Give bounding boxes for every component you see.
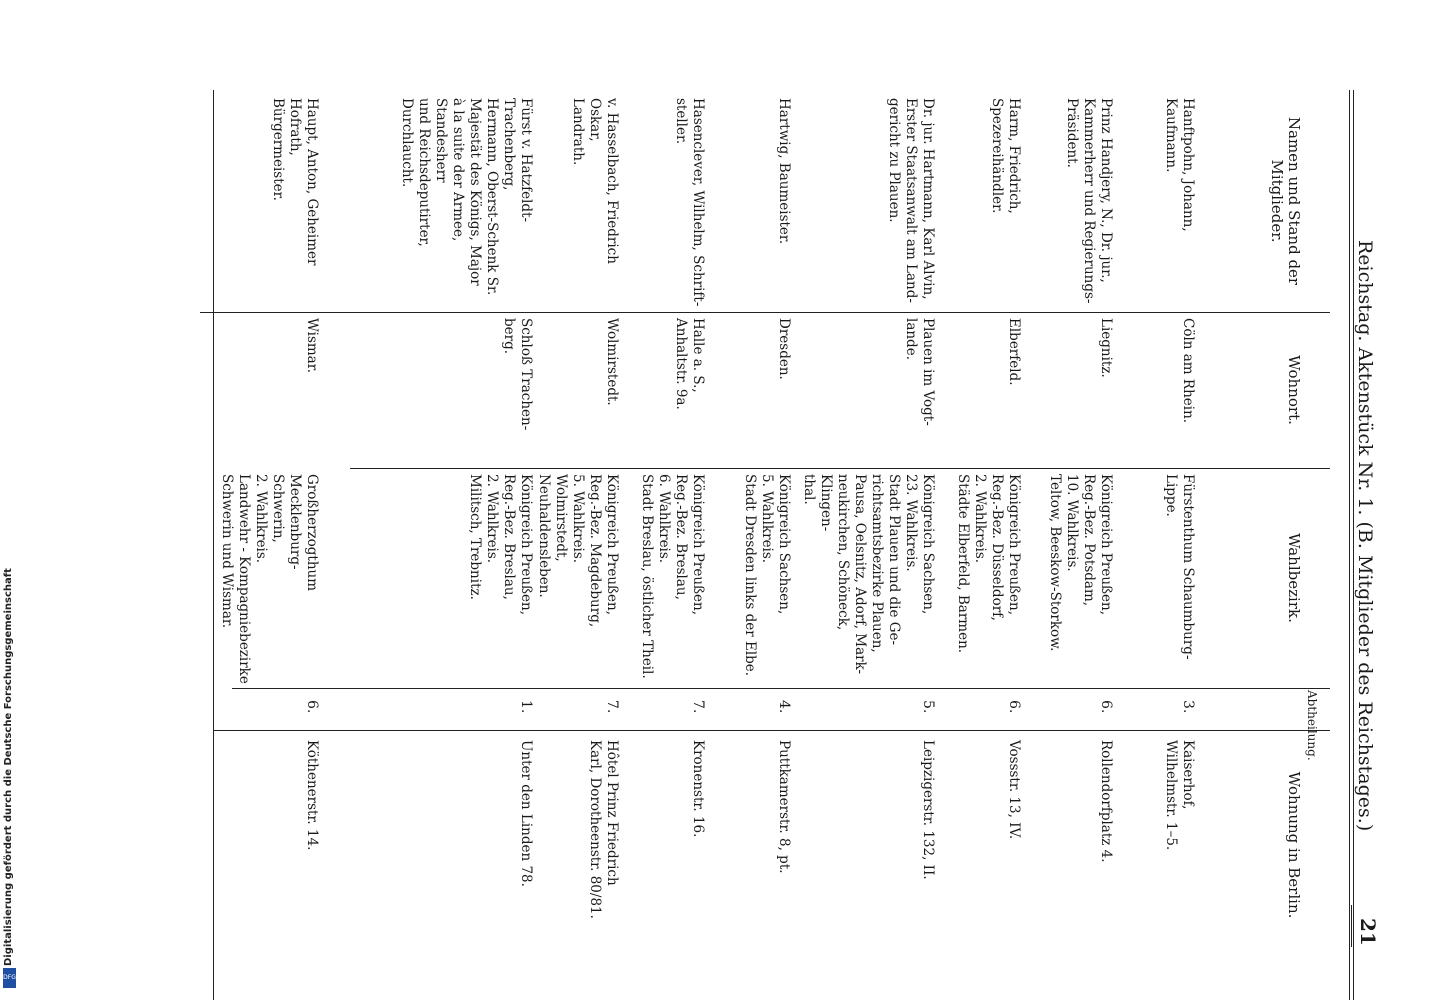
row-name: Hasenclever, Wilhelm, Schrift- steller. xyxy=(673,98,706,307)
row-name: Fürst v. Hatzfeldt-Trachenberg, Hermann, Oberst-Schenk Sr. Majestät des Königs, Major à la suite der Armee, Standesherr und Reichsdeputirter, Durchlaucht. xyxy=(399,98,534,296)
row-berlin: Rollendorfplatz 4. xyxy=(1098,740,1114,863)
row-division: 4. xyxy=(776,700,792,714)
row-name: Harm, Friedrich, Spezereihändler. xyxy=(989,98,1022,214)
row-berlin: Leipzigerstr. 132, II. xyxy=(920,740,936,880)
row-berlin: Puttkamerstr. 8, pt. xyxy=(776,740,792,874)
col-rule-residence xyxy=(350,468,1330,469)
row-division: 7. xyxy=(690,700,706,714)
row-district: Königreich Sachsen, 5. Wahlkreis. Stadt Dresden links der Elbe. xyxy=(742,474,792,677)
table-header-rule xyxy=(213,90,214,1000)
header-division: Abtheilung. xyxy=(1305,690,1319,761)
header-residence: Wohnort. xyxy=(1285,355,1303,425)
row-division: 5. xyxy=(920,700,936,714)
row-residence: Halle a. S., Anhaltstr. 9a. xyxy=(673,318,706,410)
page-number: 21 xyxy=(1356,918,1380,946)
row-district: Königreich Sachsen, 23. Wahlkreis. Stadt Plauen und die Ge- richtsamtsbezirke Plauen, Pausa, Oelsnitz, Adorf, Mark- neukirchen, Schöneck, Klingen- thal. xyxy=(801,474,936,675)
row-residence: Wolmirstedt. xyxy=(604,318,620,406)
row-district: Großherzogthum Mecklenburg- Schwerin, 2. Wahlkreis. Landwehr - Kompagniebezirke Schwerin und Wismar. xyxy=(219,474,320,684)
row-district: Königreich Preußen, Reg.-Bez. Potsdam, 10. Wahlkreis. Teltow, Beeskow-Storkow. xyxy=(1047,474,1114,652)
row-residence: Cöln am Rhein. xyxy=(1180,318,1196,424)
header-name: Namen und Stand der Mitglieder. xyxy=(1268,116,1303,286)
row-residence: Dresden. xyxy=(776,318,792,380)
row-district: Königreich Preußen, Reg.-Bez. Breslau, 6. Wahlkreis. Stadt Breslau, östlicher Theil. xyxy=(639,474,706,679)
row-residence: Liegnitz. xyxy=(1098,318,1114,378)
table-top-rule-inner xyxy=(1349,90,1350,1000)
digitization-credit: Digitalisierung gefördert durch die Deutsche Forschungsgemeinschaft xyxy=(3,568,14,966)
row-district: Fürstenthum Schaumburg- Lippe. xyxy=(1163,474,1196,660)
row-division: 6. xyxy=(304,700,320,714)
row-name: Hartwig, Baumeister. xyxy=(776,98,792,245)
row-berlin: Kaiserhof, Wilhelmstr. 1–5. xyxy=(1163,740,1196,851)
row-district: Königreich Preußen, Reg.-Bez. Düsseldorf, 2. Wahlkreis. Städte Elberfeld, Barmen. xyxy=(955,474,1022,654)
table-top-rule xyxy=(1353,90,1354,1000)
row-district: Königreich Preußen, Reg.-Bez. Magdeburg, 5. Wahlkreis. Wolmirstedt, Neuhaldensleben. xyxy=(536,474,620,628)
row-berlin: Köthenerstr. 14. xyxy=(304,740,320,851)
col-rule-district xyxy=(232,688,1330,689)
row-name: Prinz Handjery, N., Dr. jur., Kammerherr und Regierungs- Präsident. xyxy=(1064,98,1114,304)
row-division: 7. xyxy=(604,700,620,714)
row-berlin: Unter den Linden 78. xyxy=(518,740,534,887)
row-district: Königreich Preußen, Reg.-Bez. Breslau, 2. Wahlkreis. Militsch, Trebnitz. xyxy=(467,474,534,616)
digitization-credit-strip xyxy=(0,568,20,1000)
row-residence: Plauen im Vogt- lande. xyxy=(903,318,936,426)
row-berlin: Vossstr. 13, IV. xyxy=(1006,740,1022,840)
row-name: v. Hasselbach, Friedrich Oskar, Landrath. xyxy=(570,98,620,264)
row-berlin: Kronenstr. 16. xyxy=(690,740,706,838)
row-division: 3. xyxy=(1180,700,1196,714)
page-number-rule xyxy=(1351,905,1352,947)
col-rule-division xyxy=(214,730,1330,731)
row-berlin: Hôtel Prinz Friedrich Karl, Dorotheenstr. 80/81. xyxy=(587,740,620,919)
row-division: 6. xyxy=(1098,700,1114,714)
row-name: Haupt, Anton, Geheimer Hofrath, Bürgermeister. xyxy=(270,98,320,266)
header-berlin: Wohnung in Berlin. xyxy=(1285,771,1303,919)
row-residence: Schloß Trachen- berg. xyxy=(501,318,534,431)
dfg-logo-icon: DFG xyxy=(3,968,16,988)
row-residence: Wismar. xyxy=(304,318,320,373)
row-division: 1. xyxy=(518,700,534,714)
running-title: Reichstag. Aktenstück Nr. 1. (B. Mitglieder des Reichstages.) xyxy=(1354,240,1376,832)
row-residence: Elberfeld. xyxy=(1006,318,1022,386)
row-name: Dr. jur. Hartmann, Karl Alvin, Erster Staatsanwalt am Land- gericht zu Plauen. xyxy=(886,98,936,303)
header-district: Wahlbezirk. xyxy=(1285,533,1303,623)
col-rule-name xyxy=(200,312,1330,313)
row-name: Hanftpohn, Johann, Kaufmann. xyxy=(1163,98,1196,232)
row-division: 6. xyxy=(1006,700,1022,714)
